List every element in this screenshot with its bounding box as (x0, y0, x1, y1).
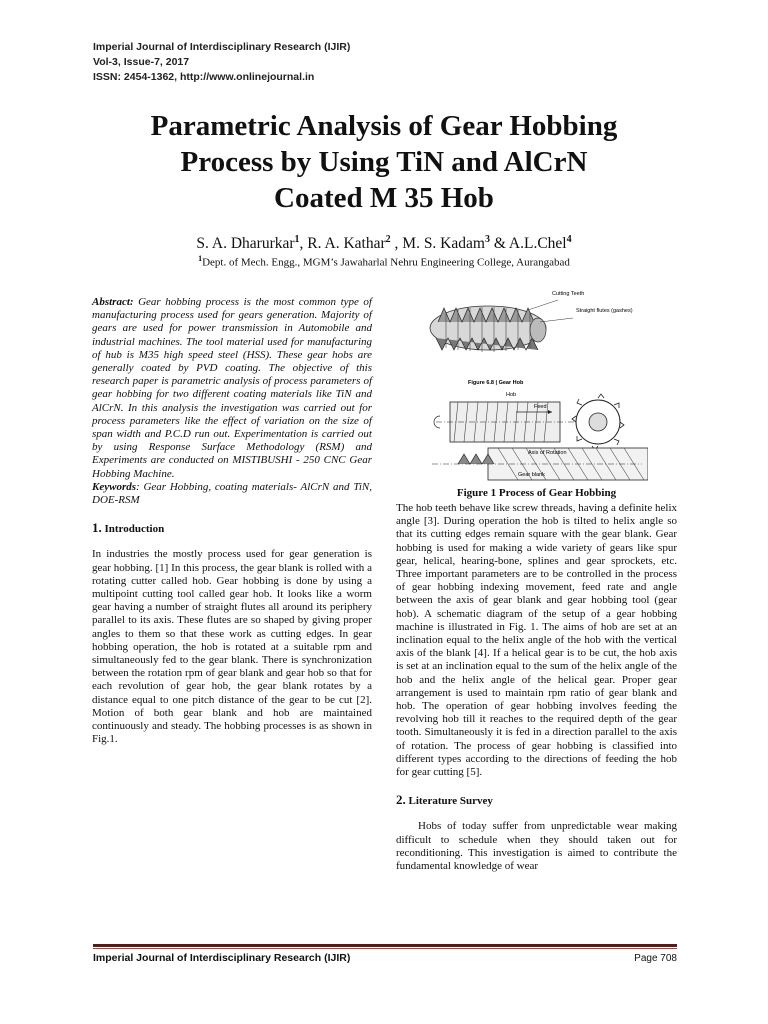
author-2-sup: 2 (385, 234, 391, 245)
journal-name: Imperial Journal of Interdisciplinary Research (IJIR) (93, 41, 351, 53)
label-feed: Feed (534, 404, 547, 410)
intro-number: 1. (92, 520, 102, 536)
journal-header (93, 40, 693, 85)
footer-rule-accent (93, 948, 677, 949)
literature-title: Literature Survey (408, 795, 493, 808)
literature-number: 2. (396, 792, 406, 808)
author-2: , R. A. Kathar (299, 235, 386, 253)
paper-title (60, 108, 708, 216)
affiliation-sup: 1 (198, 254, 203, 263)
label-gear-blank: Gear blank (518, 472, 545, 478)
figure-caption: Figure 1 Process of Gear Hobbing (456, 487, 617, 499)
title-line-3: Coated M 35 Hob (274, 182, 494, 214)
right-paragraph-1: The hob teeth behave like screw threads, having a definite helix angle [3]. During operation the hob is tilted to helix angle so that its cutting edges remain square with the gear blank. Gear hobbing is used for making a wide variety of gears like spur gear, helical, hearing-bone, splines and gear sprockets, etc. Three important parameters are to be controlled in the process of gear hobbing indexing movement, feed rate and angle between the axis of gear blank and gear hobbing tool (gear hob). A schematic diagram of the setup of a gear hobbing machine is illustrated in Fig. 1. The aims of hob are set at an inclination equal to the helix angle of the hob with the vertical axis of the blank [4]. If a helical gear is to be cut, the hob axis is set at an inclination equal to the sum of the helix angle of the hob and the helix angle of the helical gear. Proper gear arrangement is used to maintain rpm ratio of gear blank and hob. The operation of gear hobbing involves feeding the revolving hob till it reaches to the required depth of the gear tooth. Simultaneously it is fed in a direction parallel to the axis of rotation. The process of gear hobbing is classified into different types according to the directions of feeding the hob for gear cutting [5]. (396, 502, 677, 779)
keywords-text: : Gear Hobbing, coating materials- AlCrN and TiN, DOE-RSM (92, 480, 372, 507)
keywords-label: Keywords (92, 480, 136, 493)
footer-journal: Imperial Journal of Interdisciplinary Research (IJIR) (93, 952, 351, 964)
affiliation (60, 252, 708, 270)
footer-rule (93, 944, 677, 947)
label-figure-6-8: Figure 6.8 | Gear Hob (468, 380, 524, 386)
literature-paragraph: Hobs of today suffer from unpredictable wear making difficult to schedule when they should taken out for reconditioning. This investigation is aimed to contribute the fundamental knowledge of wear (396, 820, 677, 873)
author-3-sup: 3 (484, 234, 490, 245)
author-list (60, 230, 708, 254)
left-column (92, 296, 372, 747)
author-1-sup: 1 (294, 234, 300, 245)
intro-heading (92, 521, 372, 536)
label-straight-flutes: Straight flutes (gashes) (576, 308, 633, 314)
title-line-2: Process by Using TiN and AlCrN (180, 146, 588, 178)
abstract-label: Abstract: (92, 296, 134, 308)
affiliation-text: Dept. of Mech. Engg., MGM’s Jawaharlal Nehru Engineering College, Aurangabad (202, 256, 570, 269)
intro-paragraph: In industries the mostly process used for gear generation is gear hobbing. [1] In this process, the gear blank is rolled with a rotating cutter called hob. Gear hobbing is done by using a multipoint cutting tool called gear hob. It looks like a worm gear having a number of straight flutes all around its periphery parallel to its axis. These flutes are so shaped by giving proper angles to them so that these work as cutting edges. In gear hobbing operation, the hob is rotated at a suitable rpm and simultaneously fed to the gear blank. There is synchronization between the rotation rpm of gear blank and gear hob so that for each revolution of gear hob, the gear blank rotates by a distance equal to one pitch distance of the gear to be cut [2]. Motion of both gear blank and hob are maintained continuously and steady. The hobbing processes is as shown in Fig.1. (92, 548, 372, 746)
page-number: Page 708 (634, 953, 677, 964)
abstract (92, 296, 372, 481)
author-1: S. A. Dharurkar (196, 235, 295, 253)
label-axis-of-rotation: Axis of Rotation (528, 450, 567, 456)
literature-heading (396, 793, 677, 808)
author-4-sup: 4 (566, 234, 572, 245)
journal-issn: ISSN: 2454-1362, http://www.onlinejournal.in (93, 71, 315, 83)
hobbing-setup-schematic (432, 392, 648, 480)
journal-volume: Vol-3, Issue-7, 2017 (93, 56, 190, 68)
gear-hob-drawing (430, 291, 633, 386)
author-4: & A.L.Chel (489, 235, 567, 253)
gear-hobbing-figure (428, 288, 648, 484)
author-3: , M. S. Kadam (390, 235, 485, 253)
intro-title: Introduction (104, 523, 165, 536)
label-hob: Hob (506, 392, 517, 398)
title-line-1: Parametric Analysis of Gear Hobbing (150, 110, 618, 142)
right-column (396, 502, 677, 873)
abstract-text: Gear hobbing process is the most common type of manufacturing process used for gears generation. Majority of gears are used for power transmission in Automobile and industrial machines. The tool material used for manufacturing of hub is M35 high speed steel (HSS). These gear hobs are generally coated by PVD coating. The objective of this research paper is parametric analysis of process parameters of gear hobbing for two different coating materials like TiN and AlCrN. In this analysis the investigation was carried out for process parameters like the effect of variation on the size of span width and P.C.D run out. Experimentation is carried out by using Response Surface Methodology (RSM) and Experiments are conducted on MISTIBUSHI - 250 CNC Gear Hobbing Machine. (92, 296, 372, 480)
keywords (92, 481, 372, 507)
label-cutting-teeth: Cutting Teeth (552, 291, 585, 297)
